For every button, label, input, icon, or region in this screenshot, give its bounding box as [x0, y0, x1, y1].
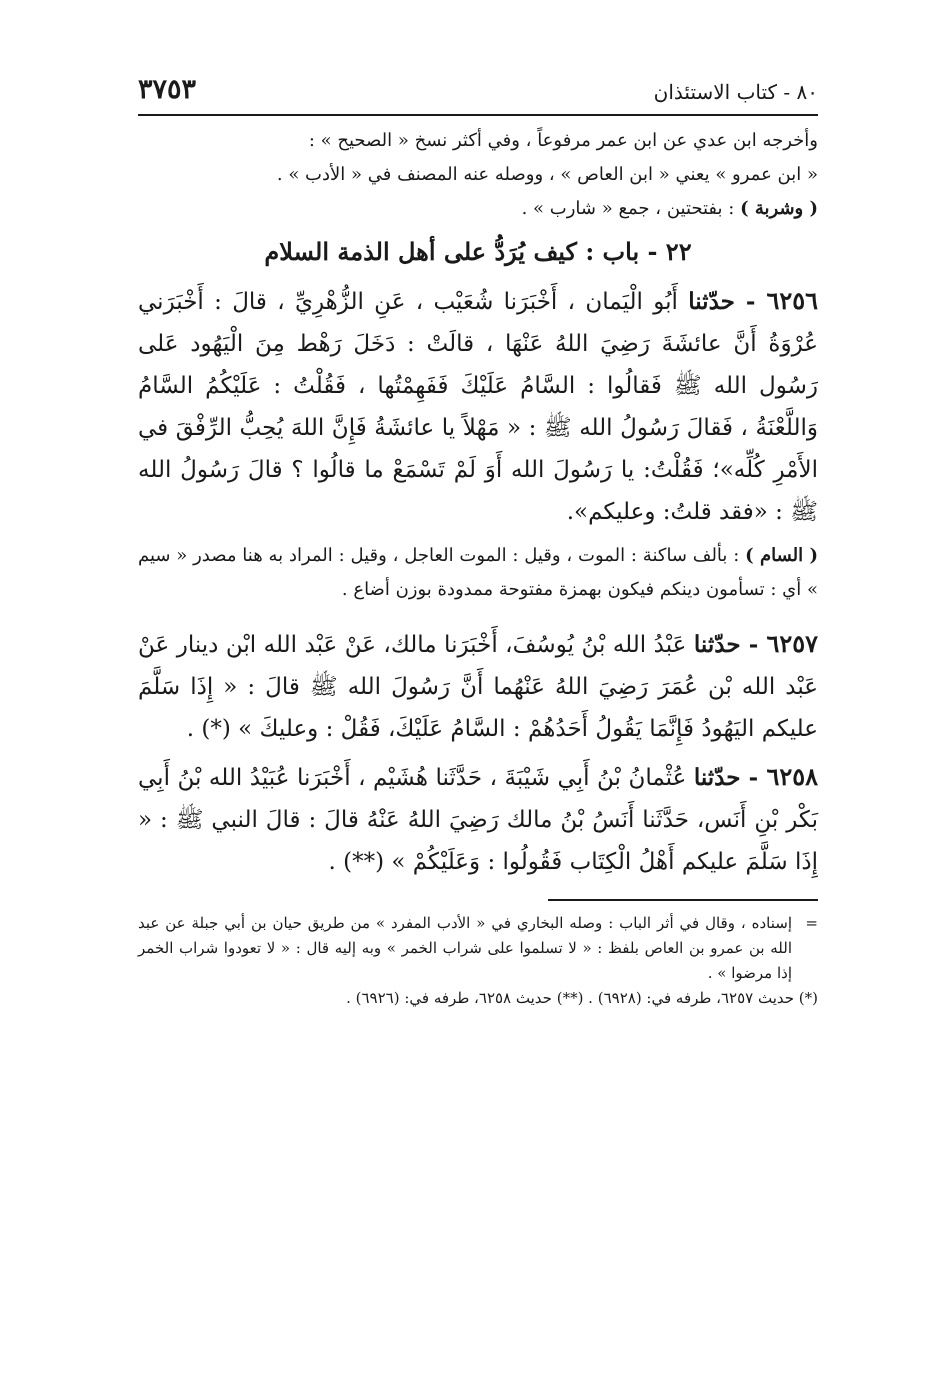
footnote-text: إسناده ، وقال في أثر الباب : وصله البخاري في « الأدب المفرد » من طريق حيان بن أبي جبلة عن عبد الله بن عمرو بن العاص بلفظ : « لا تسلموا على شراب الخمر » وبه إليه قال : « لا تعودوا شراب الخمر إذا مرضوا » . — [138, 914, 792, 982]
footnotes — [138, 911, 818, 1011]
footnote-divider — [548, 899, 818, 901]
chapter-heading: ٢٢ - باب : كيف يُرَدُّ على أهل الذمة السلام — [264, 237, 692, 266]
chapter-title: ٨٠ - كتاب الاستئذان — [653, 80, 818, 104]
hadith-text: عُثْمانُ بْنُ أَبِي شَيْبَةَ ، حَدَّثَنا هُشَيْم ، أَخْبَرَنا عُبَيْدُ الله بْنُ أَبِي بَكْر بْنِ أَنَس، حَدَّثَنا أَنَسُ بْنُ مالك رَضِيَ اللهُ عَنْهُ قالَ : قالَ النبي ﷺ : « إِذَا سَلَّمَ عليكم أَهْلُ الْكِتَاب فَقُولُوا : وَعَلَيْكُمْ » (**) . — [138, 765, 818, 875]
gloss-note-sam — [138, 539, 818, 607]
hadith-text: أَبُو الْيَمان ، أَخْبَرَنا شُعَيْب ، عَنِ الزُّهْرِيِّ ، قالَ : أَخْبَرَني عُرْوَةُ أَنَّ عائشَةَ رَضِيَ اللهُ عَنْهَا ، قالَتْ : دَخَلَ رَهْط مِنَ الْيَهُود عَلى رَسُول الله ﷺ فَقالُوا : السَّامُ عَلَيْكَ فَفَهِمْتُها ، فَقُلْتُ : عَلَيْكُمُ السَّامُ وَاللَّعْنَةُ ، فَقالَ رَسُولُ الله ﷺ : « مَهْلاً يا عائشَةُ فَإِنَّ اللهَ يُحِبُّ الرِّفْقَ في الأَمْرِ كُلِّه»؛ فَقُلْتُ: يا رَسُولَ الله أَوَ لَمْ تَسْمَعْ ما قالُوا ؟ قالَ رَسُولُ الله ﷺ : «فقد قلتُ: وعليكم». — [138, 289, 818, 525]
intro-line — [138, 192, 818, 226]
hadith-6258 — [138, 756, 818, 883]
hadith-lead: - حدّثنا — [693, 631, 767, 658]
hadith-number: ٦٢٥٧ — [766, 629, 819, 658]
gloss-text: : بفتحتين ، جمع « شارب » . — [521, 198, 741, 219]
intro-line: وأخرجه ابن عدي عن ابن عمر مرفوعاً ، وفي أكثر نسخ « الصحيح » : — [308, 130, 818, 151]
page-header — [138, 70, 818, 116]
hadith-lead: - حدّثنا — [693, 764, 767, 791]
book-page — [138, 70, 818, 1011]
hadith-text: عَبْدُ الله بْنُ يُوسُفَ، أَخْبَرَنا مالك، عَنْ عَبْد الله ابْن دينار عَنْ عَبْد الله بْن عُمَرَ رَضِيَ اللهُ عَنْهُما أَنَّ رَسُولَ الله ﷺ قالَ : « إِذَا سَلَّمَ عليكم اليَهُودُ فَإِنَّمَا يَقُولُ أَحَدُهُمْ : السَّامُ عَلَيْكَ، فَقُلْ : وعليكَ » (*) . — [138, 632, 818, 742]
hadith-6257 — [138, 623, 818, 750]
footnote-references: (*) حديث ٦٢٥٧، طرفه في: (٦٩٢٨) . (**) حديث ٦٢٥٨، طرفه في: (٦٩٢٦) . — [346, 989, 818, 1007]
continuation-marker: = — [805, 914, 818, 932]
hadith-number: ٦٢٥٦ — [766, 286, 818, 315]
intro-line: « ابن عمرو » يعني « ابن العاص » ، ووصله عنه المصنف في « الأدب » . — [276, 164, 818, 185]
footnote-continuation — [138, 911, 818, 986]
page-number: ٣٧٥٣ — [138, 74, 197, 105]
glossed-term: ( وشربة ) — [740, 198, 818, 219]
intro-commentary — [138, 124, 818, 226]
hadith-number: ٦٢٥٨ — [766, 762, 818, 791]
gloss-text: : بألف ساكنة : الموت ، وقيل : الموت العاجل ، وقيل : المراد به هنا مصدر « سيم » أي : تسأمون دينكم فيكون بهمزة مفتوحة ممدودة بوزن أضاع . — [138, 545, 818, 600]
hadith-6256 — [138, 280, 818, 533]
glossed-term: ( السام ) — [745, 545, 818, 566]
hadith-lead: - حدّثنا — [688, 288, 767, 315]
